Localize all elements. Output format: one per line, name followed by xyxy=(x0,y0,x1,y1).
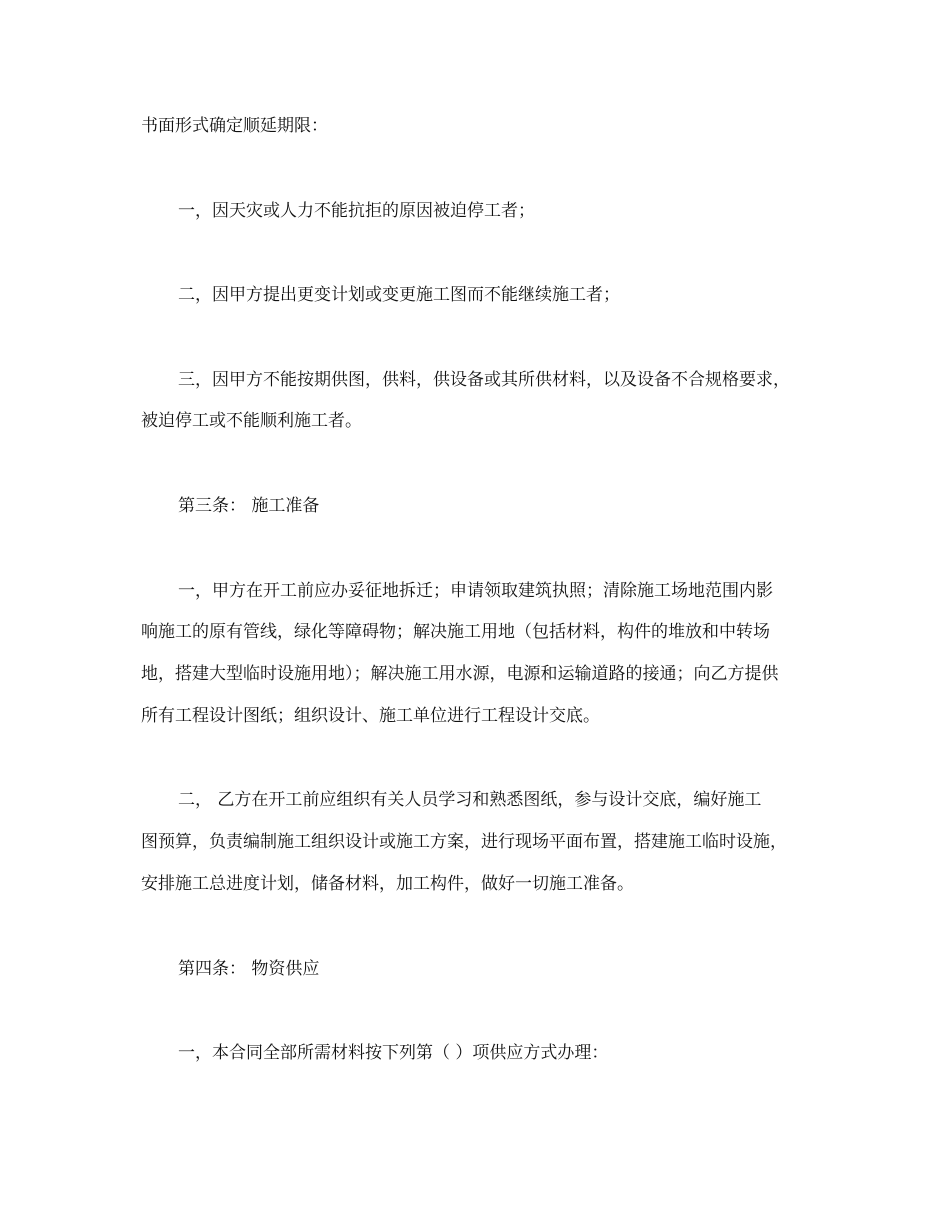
list-item: 三，因甲方不能按期供图，供料，供设备或其所供材料，以及设备不合规格要求， xyxy=(178,370,790,390)
list-item-continuation: 地，搭建大型临时设施用地）；解决施工用水源，电源和运输道路的接通；向乙方提供 xyxy=(141,664,779,684)
list-item: 一，本合同全部所需材料按下列第（ ）项供应方式办理： xyxy=(178,1043,609,1063)
list-item: 一，因天灾或人力不能抗拒的原因被迫停工者； xyxy=(178,201,535,221)
list-item-continuation: 图预算，负责编制施工组织设计或施工方案，进行现场平面布置，搭建施工临时设施， xyxy=(141,832,787,852)
list-item: 二，因甲方提出更变计划或变更施工图而不能继续施工者； xyxy=(178,285,620,305)
list-item: 二， 乙方在开工前应组织有关人员学习和熟悉图纸，参与设计交底，编好施工 xyxy=(178,790,762,810)
paragraph-line: 书面形式确定顺延期限： xyxy=(141,116,328,136)
list-item-continuation: 安排施工总进度计划，储备材料，加工构件，做好一切施工准备。 xyxy=(141,874,634,894)
section-heading: 第三条： 施工准备 xyxy=(178,496,320,516)
list-item-continuation: 响施工的原有管线，绿化等障碍物；解决施工用地（包括材料，构件的堆放和中转场 xyxy=(141,622,770,642)
list-item-continuation: 所有工程设计图纸；组织设计、施工单位进行工程设计交底。 xyxy=(141,706,600,726)
list-item: 一，甲方在开工前应办妥征地拆迁；申请领取建筑执照；清除施工场地范围内影 xyxy=(178,581,773,601)
list-item-continuation: 被迫停工或不能顺利施工者。 xyxy=(141,411,362,431)
section-heading: 第四条： 物资供应 xyxy=(178,959,320,979)
